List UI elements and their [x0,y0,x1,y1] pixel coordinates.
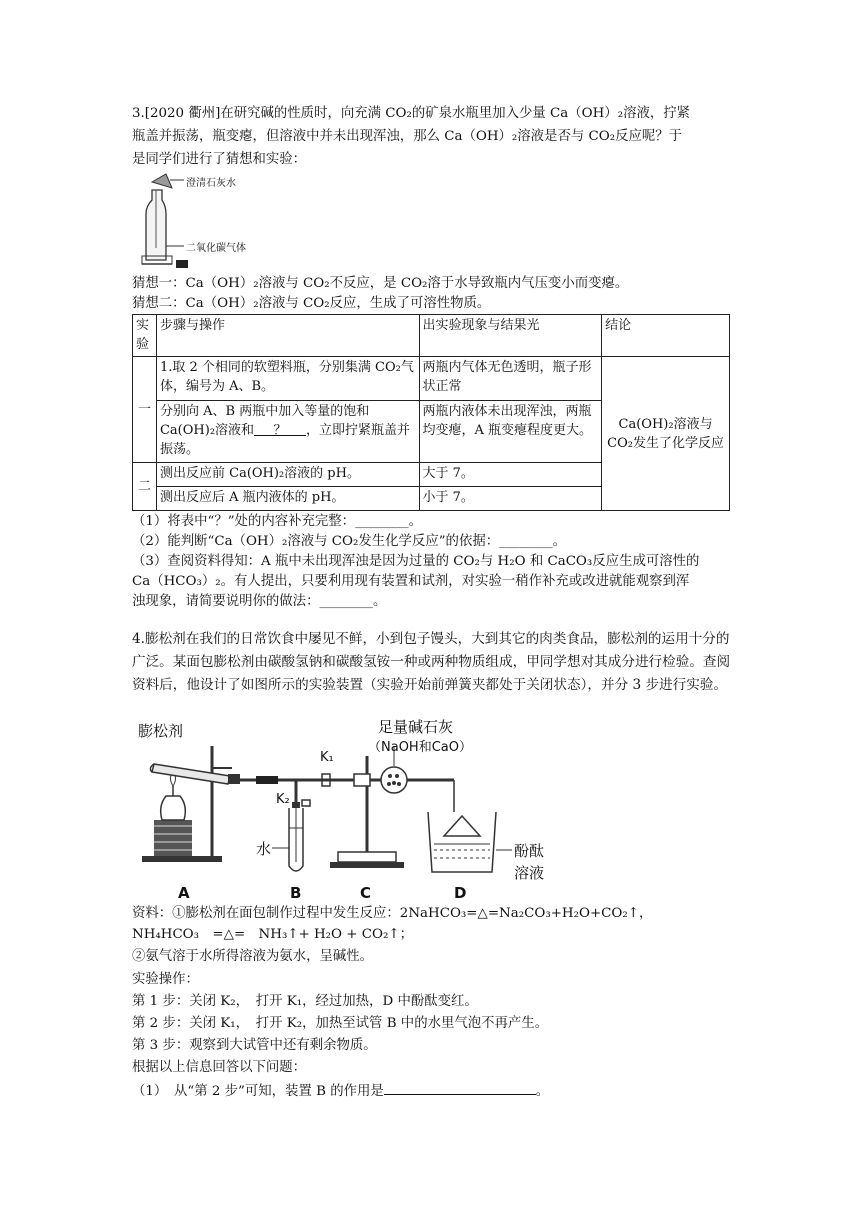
info-line-3: ②氨气溶于水所得溶液为氨水，呈碱性。 [132,949,374,964]
bottle-figure [132,168,272,276]
guess-2: 猜想二：Ca（OH）₂溶液与 CO₂反应，生成了可溶性物质。 [132,296,491,311]
ops-heading: 实验操作： [132,972,199,987]
info-line-1: 资料：①膨松剂在面包制作过程中发生反应：2NaHCO₃=△=Na₂CO₃+H₂O+CO₂↑， [132,906,653,921]
figure-label-limewater: 澄清石灰水 [186,178,236,189]
q4-sub-1: （1） 从“第 2 步”可知，装置 B 的作用是 。 [132,1080,549,1102]
answer-blank[interactable]: ？ [254,421,306,436]
exp-1-label: 一 [133,357,157,463]
label-k1: K₁ [320,750,334,765]
step-1: 第 1 步：关闭 K₂， 打开 K₁，经过加热，D 中酚酞变红。 [132,994,478,1009]
label-water: 水 [256,840,272,858]
guess-1: 猜想一：Ca（OH）₂溶液与 CO₂不反应，是 CO₂溶于水导致瓶内气压变小而变瘪。 [132,276,629,291]
header-conclusion: 结论 [602,315,730,357]
label-k2: K₂ [276,792,290,807]
q3-sub-2: （2）能判断“Ca（OH）₂溶液与 CO₂发生化学反应”的依据：________。 [132,534,567,549]
step-cell: 测出反应后 A 瓶内液体的 pH。 [156,487,419,511]
label-d: D [454,884,467,902]
figure-label-co2: 二氧化碳气体 [186,243,246,254]
q3-sub-1: （1）将表中“？”处的内容补充完整：________。 [132,514,423,529]
step-cell: 分别向 A、B 两瓶中加入等量的饱和 Ca(OH)₂溶液和 ？ ，立即拧紧瓶盖并振荡。 [156,401,419,463]
conclusion-cell: Ca(OH)₂溶液与 CO₂发生了化学反应 [602,357,730,511]
header-results: 出实验现象与结果光 [419,315,602,357]
label-phenolphthalein-1: 酚酞 [514,842,545,860]
header-steps: 步骤与操作 [156,315,419,357]
result-cell: 两瓶内液体未出现浑浊，两瓶均变瘪，A 瓶变瘪程度更大。 [419,401,602,463]
label-c: C [360,884,372,902]
label-leavening-agent: 膨松剂 [138,722,184,740]
label-soda-lime: 足量碱石灰 [378,718,454,736]
apparatus-figure [132,716,572,904]
step-cell: 1.取 2 个相同的软塑料瓶，分别集满 CO₂气体，编号为 A、B。 [156,357,419,401]
label-phenolphthalein-2: 溶液 [514,864,545,882]
q4-intro: 4.膨松剂在我们的日常饮食中屡见不鲜，小到包子馒头，大到其它的肉类食品，膨松剂的运用十分的广泛。某面包膨松剂由碳酸氢钠和碳酸氢铵一种或两种物质组成，甲同学想对其成分进行检验。查阅资料后，他设计了如图所示的实验装置（实验开始前弹簧夹都处于关闭状态），并分 3 步进行实验。 [132,631,731,693]
exp-2-label: 二 [133,463,157,511]
result-cell: 小于 7。 [419,487,602,511]
q3-sub-3a: （3）查阅资料得知：A 瓶中未出现浑浊是因为过量的 CO₂与 H₂O 和 CaCO₃反应生成可溶性的 [132,554,700,569]
header-experiment: 实验 [133,315,157,357]
step-2: 第 2 步：关闭 K₁， 打开 K₂，加热至试管 B 中的水里气泡不再产生。 [132,1016,549,1031]
result-cell: 大于 7。 [419,463,602,487]
q3-line-2: 瓶盖并振荡，瓶变瘪，但溶液中并未出现浑浊，那么 Ca（OH）₂溶液是否与 CO₂反应呢？于 [132,129,683,144]
answer-blank[interactable] [384,1080,536,1095]
answer-intro: 根据以上信息回答以下问题： [132,1060,307,1075]
q3-sub-3c: 浊现象，请简要说明你的做法：________。 [132,594,387,609]
label-b: B [290,884,302,902]
q3-line-3: 是同学们进行了猜想和实验： [132,152,307,167]
q3-line-1: 3.[2020 衢州]在研究碱的性质时，向充满 CO₂的矿泉水瓶里加入少量 Ca（OH）₂溶液，拧紧 [132,106,691,121]
label-soda-lime-components: （NaOH和CaO） [368,740,472,755]
experiment-table [132,314,730,511]
table-row [133,357,730,401]
result-cell: 两瓶内气体无色透明，瓶子形状正常 [419,357,602,401]
label-a: A [178,884,190,902]
info-line-2: NH₄HCO₃ =△= NH₃↑+ H₂O + CO₂↑； [132,927,413,942]
q3-sub-3b: Ca（HCO₃）₂。有人提出，只要利用现有装置和试剂，对实验一稍作补充或改进就能观察到浑 [132,574,690,589]
table-header-row [133,315,730,357]
step-cell: 测出反应前 Ca(OH)₂溶液的 pH。 [156,463,419,487]
step-3: 第 3 步：观察到大试管中还有剩余物质。 [132,1038,377,1053]
